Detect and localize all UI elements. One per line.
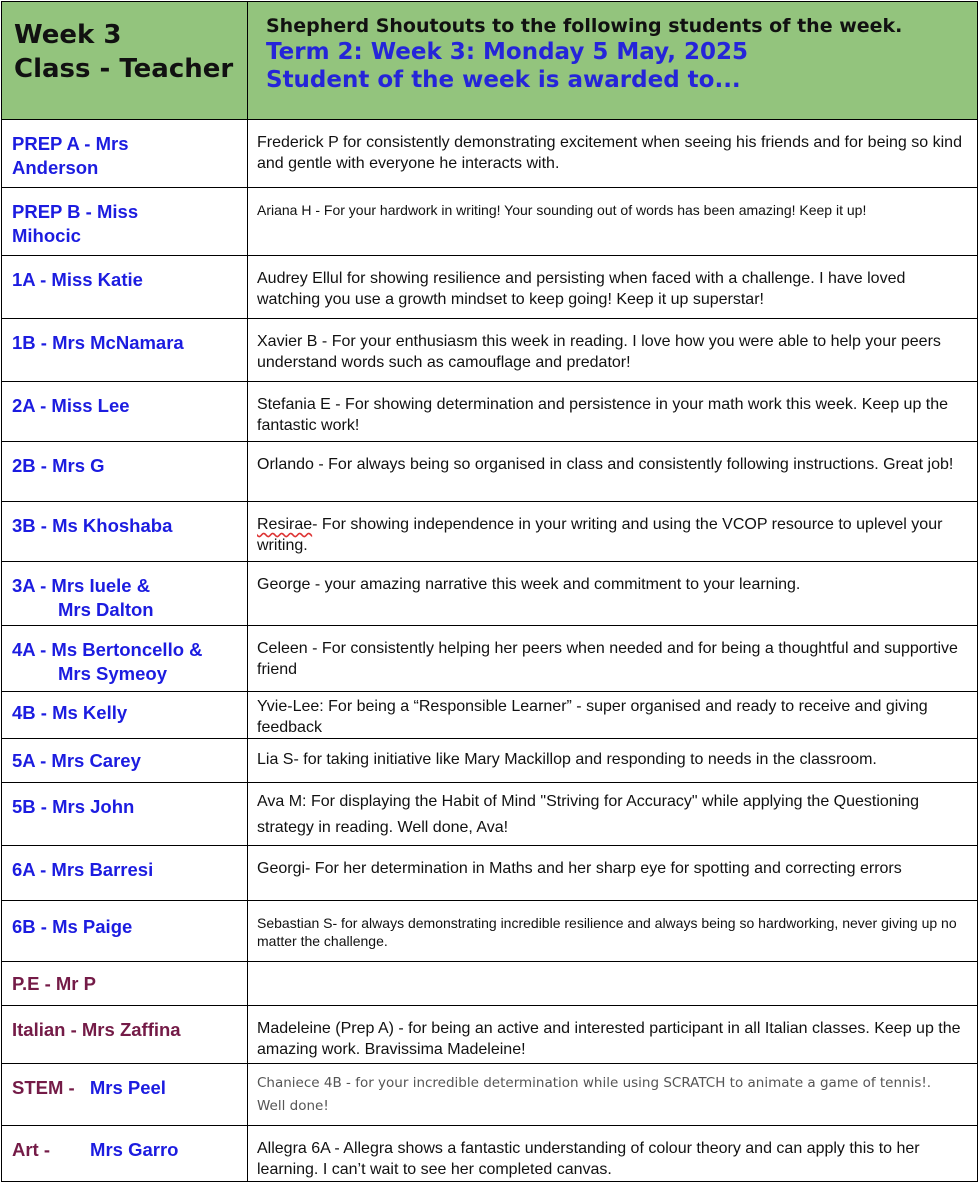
award-text: Allegra 6A - Allegra shows a fantastic understanding of colour theory and can apply this to her learning. I can’t wait to see her completed canvas.: [248, 1126, 978, 1182]
class-cell: [2, 1064, 248, 1126]
class-cell: 1A - Miss Katie: [2, 256, 248, 319]
award-text: Lia S- for taking initiative like Mary Mackillop and responding to needs in the classroom.: [248, 739, 978, 783]
teacher-name: Mrs Garro: [90, 1139, 179, 1160]
teacher-name: Mrs Peel: [89, 1077, 166, 1098]
class-cell: Italian - Mrs Zaffina: [2, 1006, 248, 1064]
class-cell: 6A - Mrs Barresi: [2, 846, 248, 901]
class-cell: [2, 1126, 248, 1182]
class-cell: [2, 626, 248, 692]
student-of-the-week-table: [1, 1, 978, 1182]
class-name: STEM -: [12, 1077, 75, 1098]
table-row: [2, 783, 978, 846]
table-row: [2, 626, 978, 692]
class-name: 4A - Ms Bertoncello &: [12, 639, 203, 660]
header-row: [2, 2, 978, 120]
table-row: [2, 739, 978, 783]
table-row: [2, 1064, 978, 1126]
award-text: [248, 502, 978, 562]
award-text: Ariana H - For your hardwork in writing! Your sounding out of words has been amazing! Keep it up!: [248, 188, 978, 256]
class-cell: 3B - Ms Khoshaba: [2, 502, 248, 562]
table-row: [2, 901, 978, 962]
teacher-name: Mrs Symeoy: [58, 663, 167, 684]
award-text: Ava M: For displaying the Habit of Mind "Striving for Accuracy" while applying the Questioning strategy in reading. Well done, Ava!: [248, 783, 978, 846]
award-text: Madeleine (Prep A) - for being an active and interested participant in all Italian classes. Keep up the amazing work. Bravissima Madeleine!: [248, 1006, 978, 1064]
table-row: [2, 442, 978, 502]
award-text: Xavier B - For your enthusiasm this week in reading. I love how you were able to help your peers understand words such as camouflage and predator!: [248, 319, 978, 382]
class-cell: 2B - Mrs G: [2, 442, 248, 502]
award-text: [248, 962, 978, 1006]
table-row: [2, 962, 978, 1006]
table-row: [2, 502, 978, 562]
award-text: Frederick P for consistently demonstrating excitement when seeing his friends and for being so kind and gentle with everyone he interacts with.: [248, 120, 978, 188]
class-cell: 5A - Mrs Carey: [2, 739, 248, 783]
class-cell: P.E - Mr P: [2, 962, 248, 1006]
table-row: [2, 120, 978, 188]
table-row: [2, 1006, 978, 1064]
table-row: [2, 562, 978, 626]
class-cell: 5B - Mrs John: [2, 783, 248, 846]
award-text: Sebastian S- for always demonstrating incredible resilience and always being so hardworking, never giving up no matter the challenge.: [248, 901, 978, 962]
award-text: Audrey Ellul for showing resilience and persisting when faced with a challenge. I have loved watching you use a growth mindset to keep going! Keep it up superstar!: [248, 256, 978, 319]
award-text: Celeen - For consistently helping her peers when needed and for being a thoughtful and supportive friend: [248, 626, 978, 692]
table-row: [2, 846, 978, 901]
award-text: Stefania E - For showing determination and persistence in your math work this week. Keep up the fantastic work!: [248, 382, 978, 442]
award-text: Georgi- For her determination in Maths and her sharp eye for spotting and correcting errors: [248, 846, 978, 901]
award-text: Chaniece 4B - for your incredible determination while using SCRATCH to animate a game of tennis!. Well done!: [248, 1064, 978, 1126]
class-cell: 4B - Ms Kelly: [2, 692, 248, 739]
teacher-name: Anderson: [12, 157, 99, 178]
header-left-cell: [2, 2, 248, 120]
class-teacher-label: Class - Teacher: [14, 54, 234, 84]
awarded-to-heading: Student of the week is awarded to...: [266, 67, 741, 93]
table-row: [2, 692, 978, 739]
table-row: [2, 256, 978, 319]
table-row: [2, 1126, 978, 1182]
table-row: [2, 319, 978, 382]
class-name: Art -: [12, 1139, 51, 1160]
header-right-cell: [248, 2, 978, 120]
student-name: Resirae: [257, 516, 313, 533]
teacher-name: Mrs Dalton: [58, 599, 154, 620]
table-row: [2, 382, 978, 442]
teacher-name: Mihocic: [12, 225, 81, 246]
class-cell: 6B - Ms Paige: [2, 901, 248, 962]
class-name: PREP A - Mrs: [12, 133, 129, 154]
class-cell: [2, 120, 248, 188]
class-cell: 1B - Mrs McNamara: [2, 319, 248, 382]
term-date-heading: Term 2: Week 3: Monday 5 May, 2025: [266, 39, 749, 65]
class-name: 3A - Mrs Iuele &: [12, 575, 151, 596]
class-cell: [2, 562, 248, 626]
class-cell: [2, 188, 248, 256]
table-row: [2, 188, 978, 256]
award-text: George - your amazing narrative this week and commitment to your learning.: [248, 562, 978, 626]
award-text: Yvie-Lee: For being a “Responsible Learner” - super organised and ready to receive and giving feedback: [248, 692, 978, 739]
class-cell: 2A - Miss Lee: [2, 382, 248, 442]
shoutouts-heading: Shepherd Shoutouts to the following students of the week.: [266, 15, 903, 37]
class-name: PREP B - Miss: [12, 201, 139, 222]
award-text: Orlando - For always being so organised in class and consistently following instructions. Great job!: [248, 442, 978, 502]
award-text-body: - For showing independence in your writing and using the VCOP resource to uplevel your writing.: [257, 516, 943, 554]
week-label: Week 3: [14, 20, 122, 50]
